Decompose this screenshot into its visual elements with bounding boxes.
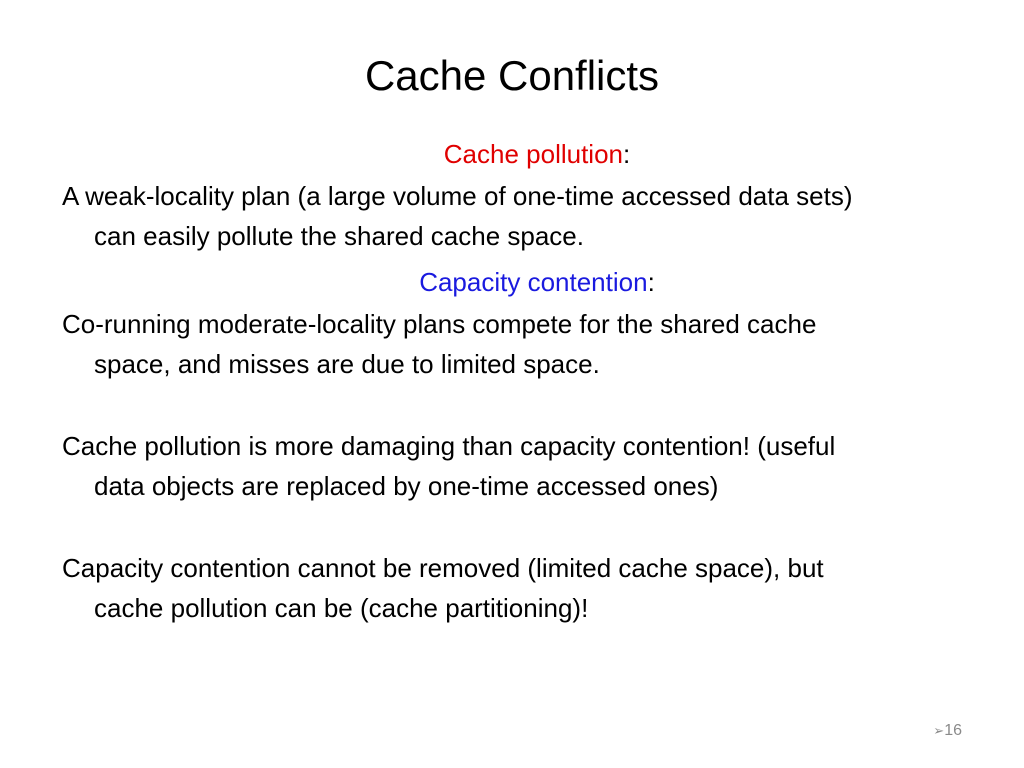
capacity-contention-description: [62, 304, 1012, 384]
spacer: [62, 384, 1012, 424]
cache-pollution-description: [62, 176, 1012, 256]
line: Capacity contention cannot be removed (limited cache space), but: [62, 553, 824, 583]
heading-colon: :: [647, 267, 655, 297]
cache-pollution-heading-text: Cache pollution: [443, 139, 623, 169]
cache-pollution-heading: [62, 134, 1012, 174]
arrow-bullet-icon: ➢: [933, 723, 945, 738]
comparison-paragraph: [62, 426, 1012, 506]
line: cache pollution can be (cache partitioning)!: [94, 593, 589, 623]
heading-colon: :: [623, 139, 631, 169]
slide-content: [62, 134, 1012, 628]
line: A weak-locality plan (a large volume of one-time accessed data sets): [62, 181, 853, 211]
spacer: [62, 506, 1012, 546]
slide-number: [933, 722, 962, 740]
line: can easily pollute the shared cache space.: [94, 221, 584, 251]
capacity-contention-heading: [62, 262, 1012, 302]
page-number: 16: [944, 722, 962, 739]
line: Co-running moderate-locality plans compete for the shared cache: [62, 309, 817, 339]
line: data objects are replaced by one-time accessed ones): [94, 471, 719, 501]
slide-title: Cache Conflicts: [364, 52, 660, 99]
line: space, and misses are due to limited space.: [94, 349, 600, 379]
conclusion-paragraph: [62, 548, 1012, 628]
capacity-contention-heading-text: Capacity contention: [419, 267, 648, 297]
line: Cache pollution is more damaging than capacity contention! (useful: [62, 431, 836, 461]
